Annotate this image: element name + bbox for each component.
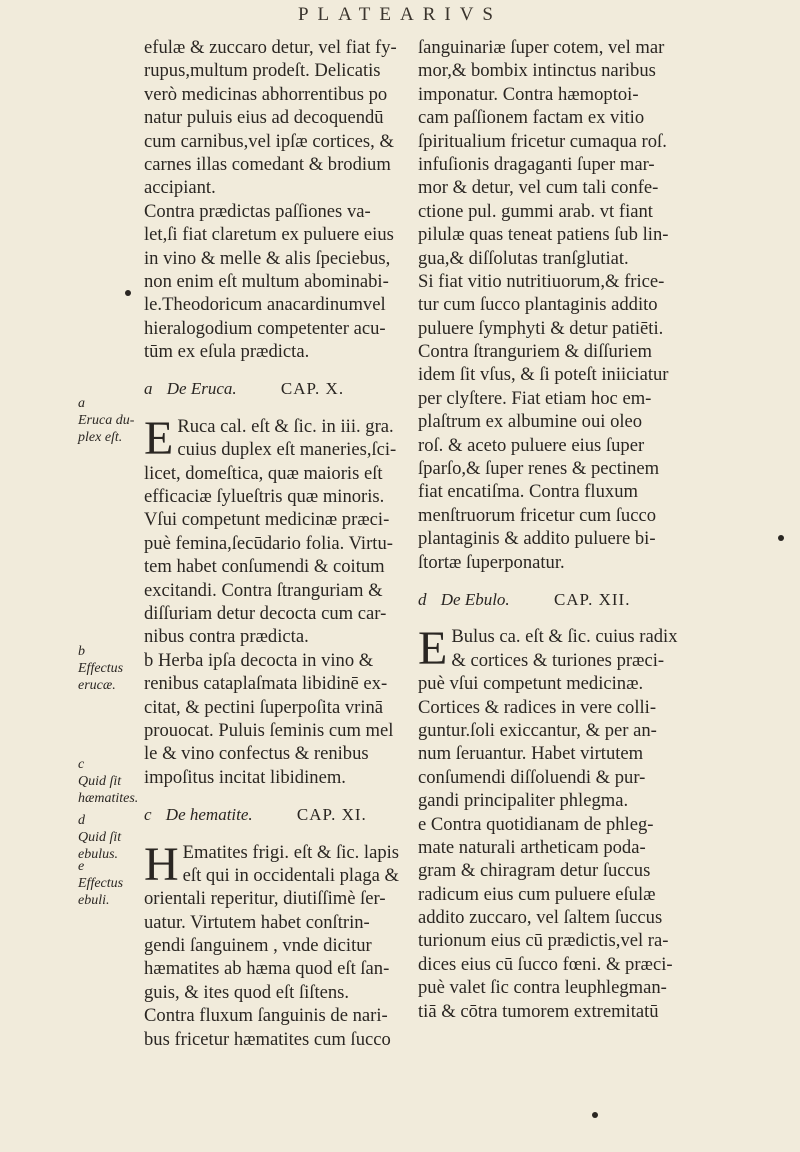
running-head: PLATEARIVS: [297, 4, 502, 25]
text-line: tiā & cōtra tumorem extremitatū: [418, 1000, 659, 1022]
text-line: efficaciæ ſylueſtris quæ minoris.: [144, 486, 385, 508]
text-line: licet, domeſtica, quæ maioris eſt: [144, 462, 383, 484]
text-line: orientali reperitur, diutiſſimè ſer-: [144, 888, 386, 910]
chapter-letter: c: [144, 805, 152, 825]
text-line: rupus,multum prodeſt. Delicatis: [144, 60, 381, 82]
text-line: Cortices & radices in vere colli-: [418, 696, 657, 718]
text-line: Ematites frigi. eſt & ſic. lapis: [182, 841, 400, 863]
chapter-title: De Eruca.: [166, 379, 237, 399]
text-line: prouocat. Puluis ſeminis cum mel: [144, 719, 394, 741]
text-line: num ſeruantur. Habet virtutem: [418, 743, 644, 765]
text-line: idem ſit vſus, & ſi poteſt iniiciatur: [418, 364, 669, 386]
ornament-dot: [778, 535, 784, 541]
text-line: excitandi. Contra ſtranguriam &: [144, 579, 383, 601]
text-line: ſpiritualium fricetur cumaqua roſ.: [418, 130, 667, 152]
text-line: Contra prædictas paſſiones va-: [144, 200, 371, 222]
text-line: ſparſo,& ſuper renes & pectinem: [418, 458, 660, 480]
text-line: impoſitus incitat libidinem.: [144, 766, 346, 788]
text-line: infuſionis dragaganti ſuper mar-: [418, 153, 655, 175]
text-line: addito zuccaro, vel ſaltem ſuccus: [418, 907, 663, 929]
text-line: le & vino confectus & renibus: [144, 743, 369, 765]
text-line: conſumendi diſſoluendi & pur-: [418, 766, 646, 788]
drop-cap: E: [418, 622, 448, 676]
text-line: eſt qui in occidentali plaga &: [182, 864, 400, 886]
left-column: [144, 36, 400, 1051]
chapter-body-ebulo: [418, 622, 678, 1023]
text-line: puè valet ſic contra leuphlegman-: [418, 977, 667, 999]
text-line: hæmatites ab hæma quod eſt ſan-: [144, 958, 390, 980]
text-line: gram & chiragram detur ſuccus: [418, 860, 651, 882]
text-line: guntur.ſoli exiccantur, & per an-: [418, 719, 657, 741]
margin-note-d: d Quid ſit ebulus.: [78, 813, 122, 862]
text-line: le.Theodoricum anacardinumvel: [144, 294, 386, 316]
text-line: Vſui competunt medicinæ præci-: [144, 509, 390, 531]
text-line: tem habet conſumendi & coitum: [144, 556, 385, 578]
chapter-heading-eruca: [144, 363, 382, 414]
chapter-title: De hematite.: [165, 805, 253, 825]
text-line: cam paſſionem factam ex vitio: [418, 107, 645, 129]
text-line: fiat encatiſma. Contra fluxum: [418, 481, 638, 503]
text-line: carnes illas comedant & brodium: [144, 153, 391, 175]
text-line: imponatur. Contra hæmoptoi-: [418, 83, 639, 105]
chapter-number: CAP. X.: [280, 379, 345, 399]
text-line: in vino & melle & alis ſpeciebus,: [144, 247, 391, 269]
text-line: verò medicinas abhorrentibus po: [144, 83, 388, 105]
text-line: tur cum ſucco plantaginis addito: [418, 294, 658, 316]
margin-note-e: e Effectus ebuli.: [78, 859, 124, 908]
text-line: nibus contra prædicta.: [144, 626, 309, 648]
text-line: plantaginis & addito puluere bi-: [418, 528, 656, 550]
text-line: puè femina,ſecūdario folia. Virtu-: [144, 532, 393, 554]
text-line: Si fiat vitio nutritiuorum,& frice-: [418, 270, 665, 292]
text-line: let,ſi fiat claretum ex puluere eius: [144, 224, 394, 246]
text-line: hieralogodium competenter acu-: [144, 317, 386, 339]
text-line: natur puluis eius ad decoquendū: [144, 107, 384, 129]
left-top-text: [144, 36, 397, 363]
text-line: gua,& diſſolutas tranſglutiat.: [418, 247, 629, 269]
text-line: & cortices & turiones præci-: [451, 649, 665, 671]
text-line: ſanguinariæ ſuper cotem, vel mar: [418, 37, 665, 58]
chapter-letter: d: [418, 589, 427, 609]
text-line: renibus cataplaſmata libidinē ex-: [144, 673, 388, 695]
text-line: menſtruorum fricetur cum ſucco: [418, 504, 657, 526]
text-line: cuius duplex eſt maneries,ſci-: [177, 439, 397, 461]
text-line: guis, & ites quod eſt ſiſtens.: [144, 981, 350, 1003]
text-line: turionum eius cū prædictis,vel ra-: [418, 930, 669, 952]
text-line: mate naturali artheticam poda-: [418, 836, 646, 858]
text-line: Contra fluxum ſanguinis de nari-: [144, 1005, 388, 1027]
text-line: bus fricetur hæmatites cum ſucco: [144, 1028, 391, 1050]
chapter-letter: a: [144, 379, 153, 399]
right-column: [418, 36, 678, 1023]
text-line: Ruca cal. eſt & ſic. in iii. gra.: [177, 415, 394, 437]
text-line: puè vſui competunt medicinæ.: [418, 673, 644, 695]
text-line: mor,& bombix intinctus naribus: [418, 60, 656, 82]
text-line: citat, & pectini ſuperpoſita vrinā: [144, 696, 384, 718]
text-line: dices eius cū ſucco fœni. & præci-: [418, 953, 673, 975]
chapter-title: De Ebulo.: [440, 589, 510, 609]
text-line: e Contra quotidianam de phleg-: [418, 813, 654, 835]
right-top-text: [418, 36, 669, 574]
text-line: mor & detur, vel cum tali confe-: [418, 177, 659, 199]
ornament-dot: [125, 290, 131, 296]
text-line: Bulus ca. eſt & ſic. cuius radix: [451, 626, 678, 648]
chapter-heading-hematite: [144, 789, 382, 840]
chapter-body-hematite: [144, 837, 400, 1052]
text-line: cum carnibus,vel ipſæ cortices, &: [144, 130, 394, 152]
margin-note-b: b Effectus erucæ.: [78, 644, 124, 693]
text-line: gandi principaliter phlegma.: [418, 790, 629, 812]
chapter-number: CAP. XI.: [296, 805, 367, 825]
text-line: ctione pul. gummi arab. vt fiant: [418, 200, 653, 222]
text-line: Contra ſtranguriem & diſſuriem: [418, 341, 652, 363]
text-line: accipiant.: [144, 177, 216, 199]
margin-note-c: c Quid ſit hæmatites.: [78, 757, 139, 806]
text-line: plaſtrum ex albumine oui oleo: [418, 411, 643, 433]
text-line: radicum eius cum puluere eſulæ: [418, 883, 656, 905]
text-line: b Herba ipſa decocta in vino &: [144, 649, 374, 671]
text-line: ſtortæ ſuperponatur.: [418, 551, 565, 573]
drop-cap: E: [144, 411, 174, 465]
text-line: tūm ex eſula prædicta.: [144, 341, 310, 363]
text-line: efulæ & zuccaro detur, vel fiat fy-: [144, 37, 397, 58]
text-line: non enim eſt multum abominabi-: [144, 270, 389, 292]
chapter-heading-ebulo: [418, 574, 656, 625]
margin-note-a: a Eruca du-plex eſt.: [78, 396, 135, 445]
text-line: puluere ſymphyti & detur patiēti.: [418, 317, 664, 339]
chapter-number: CAP. XII.: [553, 589, 631, 609]
text-line: per clyſtere. Fiat etiam hoc em-: [418, 387, 652, 409]
text-line: pilulæ quas teneat patiens ſub lin-: [418, 224, 669, 246]
ornament-dot: [592, 1112, 598, 1118]
text-line: roſ. & aceto puluere eius ſuper: [418, 434, 645, 456]
chapter-body-eruca: [144, 411, 397, 789]
text-line: uatur. Virtutem habet conſtrin-: [144, 911, 370, 933]
text-line: diſſuriam detur decocta cum car-: [144, 602, 387, 624]
drop-cap: H: [144, 837, 179, 891]
text-line: gendi ſanguinem , vnde dicitur: [144, 935, 372, 957]
